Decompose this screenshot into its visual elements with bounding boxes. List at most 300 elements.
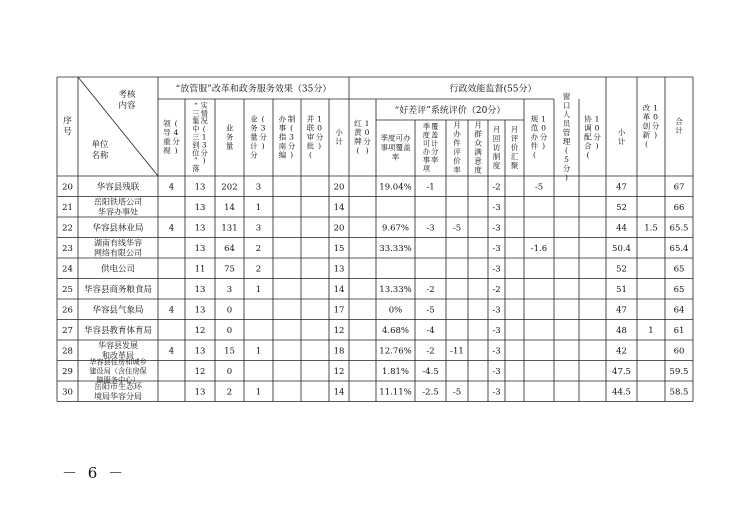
row-cell: -3 [492, 366, 501, 377]
row-cell: 52 [616, 264, 627, 275]
row-cell: 13 [194, 346, 206, 357]
row-cell: 65.5 [669, 223, 689, 234]
row-cell: 64 [224, 243, 235, 254]
svg-text:审: 审 [306, 132, 315, 142]
row-seq: 25 [62, 284, 73, 295]
svg-text:规: 规 [530, 114, 539, 124]
row-cell: -5 [534, 182, 544, 193]
svg-text:小: 小 [335, 128, 343, 137]
svg-text:创: 创 [642, 121, 651, 131]
svg-text:集: 集 [192, 116, 200, 126]
row-cell: 13.33% [379, 284, 412, 295]
row-cell: 47 [616, 182, 627, 193]
svg-text:“: “ [193, 100, 198, 110]
row-cell: -2.5 [422, 387, 439, 398]
row-cell: 59.5 [669, 366, 689, 377]
svg-text:务: 务 [250, 123, 258, 133]
header-col-12 [474, 121, 482, 175]
row-cell: 50.4 [612, 243, 631, 254]
svg-text:1: 1 [594, 114, 600, 124]
row-unit [94, 381, 143, 401]
row-cell: 12.76% [379, 346, 412, 357]
svg-text:月: 月 [510, 125, 519, 134]
svg-text:访: 访 [492, 143, 501, 152]
svg-text:事: 事 [278, 123, 287, 133]
row-cell: -2 [492, 182, 501, 193]
svg-text:): ) [365, 146, 369, 155]
svg-text:(: ( [261, 114, 265, 124]
svg-text:项: 项 [422, 163, 430, 173]
row-cell: 65.4 [669, 243, 689, 254]
svg-text:事项覆盖: 事项覆盖 [380, 143, 411, 152]
row-cell: 51 [616, 284, 627, 295]
row-cell: 19.04% [379, 182, 412, 193]
svg-text:业: 业 [225, 123, 234, 133]
svg-text:计: 计 [617, 137, 626, 146]
svg-text:窗: 窗 [562, 92, 571, 101]
svg-text:”: ” [193, 156, 198, 166]
svg-text:价: 价 [510, 143, 519, 152]
svg-text:分: 分 [172, 137, 180, 146]
svg-text:落: 落 [192, 164, 200, 174]
row-cell: -1 [426, 182, 435, 193]
svg-text:量: 量 [250, 132, 258, 142]
svg-text:可: 可 [422, 138, 430, 148]
row-seq: 24 [62, 264, 73, 275]
row-cell: 4.68% [381, 325, 410, 336]
row-cell: 12 [194, 366, 206, 377]
row-cell: 12 [333, 366, 345, 377]
row-cell: -5 [452, 387, 462, 398]
svg-text:内容: 内容 [118, 100, 136, 111]
row-cell: 60 [673, 346, 685, 357]
svg-text:1: 1 [201, 132, 207, 142]
svg-text:季: 季 [422, 122, 430, 132]
svg-text:编: 编 [278, 150, 287, 160]
svg-text:众: 众 [474, 138, 482, 148]
svg-text:批: 批 [306, 141, 315, 151]
svg-text:计: 计 [675, 126, 683, 135]
row-cell: -3 [492, 243, 501, 254]
page-number: － 6 － [62, 464, 127, 482]
header-col-19 [643, 103, 660, 149]
row-seq: 29 [62, 366, 73, 377]
svg-text:满: 满 [474, 147, 482, 157]
row-cell: 3 [255, 182, 262, 193]
svg-text:范: 范 [530, 123, 539, 133]
svg-text:领: 领 [163, 119, 171, 128]
svg-text:理: 理 [562, 137, 571, 146]
header-col-16 [563, 91, 572, 182]
svg-text:0: 0 [594, 123, 600, 133]
svg-text:计: 计 [431, 138, 439, 148]
svg-text:覆: 覆 [431, 122, 439, 132]
svg-text:1: 1 [653, 103, 658, 113]
svg-text:境局华容分局: 境局华容分局 [94, 391, 142, 401]
header-corner-top [118, 89, 136, 111]
svg-text:务: 务 [225, 132, 234, 142]
header-col-11 [453, 121, 461, 175]
header-corner-bottom [91, 139, 109, 161]
row-cell: 131 [221, 223, 238, 234]
svg-text:分: 分 [651, 121, 660, 131]
svg-text:率: 率 [391, 152, 400, 162]
row-cell: -3 [492, 305, 501, 316]
row-cell: 9.67% [381, 223, 410, 234]
header-col-15 [531, 114, 548, 160]
row-cell: 13 [194, 284, 206, 295]
row-cell: 52 [616, 202, 627, 213]
svg-text:1: 1 [317, 114, 322, 124]
svg-text:重: 重 [163, 137, 171, 146]
row-cell: 75 [224, 264, 235, 275]
row-cell: -3 [492, 264, 501, 275]
row-cell: -3 [492, 346, 501, 357]
svg-text:0: 0 [653, 112, 658, 122]
svg-text:量: 量 [225, 141, 234, 151]
row-cell: -3 [492, 202, 501, 213]
row-cell: 0 [226, 305, 233, 316]
svg-text:三: 三 [192, 108, 200, 118]
row-cell: 47 [616, 305, 627, 316]
row-cell: 1 [648, 325, 654, 336]
header-col-7 [335, 127, 343, 146]
row-cell: -3 [426, 223, 435, 234]
svg-text:分: 分 [287, 141, 296, 151]
svg-text:): ) [202, 156, 206, 166]
svg-text:指: 指 [278, 132, 287, 142]
row-cell: 1 [255, 387, 262, 398]
row-cell: 66 [673, 202, 685, 213]
svg-text:汇: 汇 [510, 152, 519, 161]
row-cell: 48 [616, 325, 627, 336]
svg-text:(: ( [586, 150, 590, 160]
row-cell: 11 [194, 264, 206, 275]
svg-text:合: 合 [584, 141, 592, 151]
svg-text:0: 0 [317, 123, 322, 133]
row-cell: 2 [255, 264, 262, 275]
svg-text:办: 办 [422, 147, 430, 157]
svg-text:分: 分 [431, 147, 439, 157]
svg-text:情: 情 [200, 108, 208, 118]
svg-text:考核: 考核 [118, 90, 136, 101]
header-col-17 [584, 114, 601, 160]
svg-text:度: 度 [492, 161, 501, 170]
svg-text:分: 分 [200, 148, 208, 158]
row-seq: 21 [62, 202, 73, 213]
row-cell: -3 [492, 325, 501, 336]
header-col-18 [618, 127, 626, 146]
row-cell: 13 [194, 387, 206, 398]
svg-text:分: 分 [363, 137, 371, 146]
row-seq: 23 [62, 243, 73, 254]
svg-text:月: 月 [474, 120, 482, 130]
svg-text:网络有限公司: 网络有限公司 [94, 248, 142, 258]
row-cell: -2 [426, 346, 435, 357]
svg-text:小: 小 [617, 128, 626, 137]
header-col-10 [423, 122, 439, 173]
svg-text:(: ( [644, 139, 648, 149]
svg-text:评: 评 [453, 147, 461, 157]
row-cell: -1.6 [530, 243, 548, 254]
svg-text:人: 人 [562, 110, 571, 119]
svg-text:单位: 单位 [91, 140, 109, 151]
svg-text:): ) [174, 146, 178, 155]
row-cell: 13 [333, 264, 345, 275]
header-group-a: “放管服”改革和政务服务效果（35分） [175, 84, 332, 95]
row-cell: 0 [226, 366, 233, 377]
svg-text:3: 3 [201, 140, 207, 150]
svg-text:3: 3 [260, 123, 266, 133]
row-cell: 0% [388, 305, 403, 316]
svg-text:合: 合 [675, 117, 683, 126]
svg-text:): ) [261, 141, 265, 151]
header-group-b: 行政效能监督(55分） [449, 84, 537, 95]
svg-text:障服务中心）: 障服务中心） [96, 375, 140, 385]
svg-text:件: 件 [453, 138, 461, 148]
row-cell: 67 [673, 182, 685, 193]
svg-text:(: ( [202, 124, 206, 134]
row-cell: 65 [673, 284, 685, 295]
row-cell: 2 [226, 387, 233, 398]
svg-text:协: 协 [584, 114, 592, 124]
svg-text:率: 率 [431, 155, 439, 165]
svg-text:1: 1 [541, 114, 546, 124]
svg-text:建设局（含住房保: 建设局（含住房保 [89, 366, 147, 376]
row-cell: 47.5 [612, 366, 631, 377]
row-cell: 1.5 [644, 223, 658, 234]
svg-text:(: ( [532, 150, 536, 160]
svg-text:季度可办: 季度可办 [380, 133, 411, 143]
row-unit [94, 237, 142, 257]
svg-text:三: 三 [192, 132, 200, 142]
row-cell: 18 [333, 346, 345, 357]
header-col-4 [250, 114, 267, 160]
row-cell: 17 [333, 305, 345, 316]
svg-text:(: ( [174, 119, 178, 128]
svg-text:率: 率 [453, 165, 461, 175]
row-cell: -3 [492, 387, 501, 398]
svg-text:1: 1 [364, 119, 370, 128]
svg-text:视: 视 [163, 146, 171, 155]
svg-text:): ) [318, 141, 322, 151]
row-cell: 33.33% [379, 243, 412, 254]
svg-text:岳阳市生态环: 岳阳市生态环 [94, 381, 142, 391]
svg-text:事: 事 [422, 155, 430, 165]
svg-text:(: ( [356, 146, 360, 155]
row-cell: 1.81% [381, 366, 410, 377]
svg-text:群: 群 [474, 129, 482, 139]
svg-text:): ) [542, 141, 546, 151]
svg-text:件: 件 [530, 141, 539, 151]
row-cell: 1 [255, 284, 262, 295]
svg-text:计: 计 [250, 141, 258, 151]
row-cell: 0 [226, 325, 233, 336]
svg-text:分: 分 [315, 132, 324, 142]
row-seq: 20 [62, 182, 73, 193]
row-cell: 12 [333, 325, 345, 336]
row-cell: 3 [255, 223, 262, 234]
row-cell: 1 [255, 202, 262, 213]
row-cell: 20 [333, 223, 345, 234]
svg-text:聚: 聚 [510, 161, 519, 170]
header-col-13 [493, 125, 501, 170]
svg-text:计: 计 [335, 137, 343, 146]
svg-text:管: 管 [562, 128, 571, 137]
row-cell: 3 [226, 284, 233, 295]
row-cell: 65 [673, 264, 685, 275]
header-col-8 [354, 118, 371, 155]
svg-text:联: 联 [306, 123, 315, 133]
row-cell: 4 [168, 223, 175, 234]
row-cell: 202 [221, 182, 238, 193]
row-cell: 2 [255, 243, 262, 254]
svg-text:调: 调 [584, 123, 592, 133]
row-seq: 26 [62, 305, 73, 316]
row-cell: -5 [452, 223, 462, 234]
header-col-5 [279, 114, 296, 160]
row-cell: 14 [333, 284, 345, 295]
svg-text:岳阳铁塔公司: 岳阳铁塔公司 [94, 197, 142, 207]
svg-text:4: 4 [173, 128, 179, 137]
row-seq: 30 [62, 387, 73, 398]
header-col-3 [226, 123, 234, 151]
svg-text:黄: 黄 [354, 128, 362, 137]
row-seq: 22 [62, 223, 73, 234]
svg-text:红: 红 [354, 119, 362, 128]
svg-text:名称: 名称 [91, 150, 109, 161]
row-cell: -5 [426, 305, 435, 316]
svg-text:到: 到 [192, 140, 200, 150]
row-cell: -2 [426, 284, 435, 295]
svg-text:月: 月 [453, 120, 461, 130]
svg-text:办: 办 [530, 132, 539, 142]
svg-text:配: 配 [584, 132, 592, 142]
svg-text:导: 导 [163, 128, 171, 137]
row-cell: 13 [194, 223, 206, 234]
svg-text:改: 改 [642, 103, 651, 113]
svg-text:0: 0 [541, 123, 546, 133]
row-cell: 44.5 [612, 387, 631, 398]
row-cell: 4 [168, 182, 175, 193]
svg-text:革: 革 [642, 112, 651, 122]
row-unit [94, 196, 142, 216]
header-col-1 [163, 118, 180, 155]
svg-text:新: 新 [642, 130, 651, 140]
header-col-14 [511, 125, 519, 170]
row-cell: 64 [673, 305, 685, 316]
svg-text:(: ( [308, 150, 312, 160]
svg-text:): ) [290, 150, 294, 160]
row-cell: 13 [194, 202, 206, 213]
row-unit: 华容县残联 [96, 182, 140, 193]
svg-text:员: 员 [562, 119, 571, 128]
svg-text:0: 0 [364, 128, 370, 137]
row-unit: 华容县林业局 [92, 223, 144, 234]
header-col-6 [307, 114, 324, 160]
header-seq [63, 115, 72, 138]
svg-text:度: 度 [422, 130, 430, 140]
svg-text:号: 号 [62, 127, 73, 138]
row-unit: 供电公司 [100, 264, 136, 275]
row-cell: 20 [333, 182, 345, 193]
svg-text:和改革局: 和改革局 [102, 350, 134, 360]
row-cell: 15 [333, 243, 345, 254]
svg-text:(: ( [565, 146, 568, 155]
row-cell: 14 [333, 387, 345, 398]
svg-text:分: 分 [539, 132, 548, 142]
svg-text:南: 南 [278, 141, 287, 151]
svg-text:序: 序 [62, 116, 73, 127]
row-cell: 13 [194, 305, 206, 316]
svg-text:价: 价 [453, 156, 461, 166]
row-seq: 28 [62, 346, 73, 357]
svg-text:湖南有线华容: 湖南有线华容 [94, 238, 142, 248]
svg-text:华容县发展: 华容县发展 [98, 340, 138, 350]
row-cell: -3 [492, 223, 501, 234]
svg-text:月: 月 [492, 125, 501, 134]
header-group-b-sub: “好差评”系统评价（20分） [394, 106, 506, 116]
svg-text:): ) [654, 130, 658, 140]
svg-text:): ) [595, 141, 599, 151]
svg-text:办: 办 [278, 114, 287, 124]
row-cell: 12 [194, 325, 206, 336]
svg-text:5: 5 [564, 155, 569, 164]
svg-text:业: 业 [250, 114, 258, 124]
row-cell: 58.5 [669, 387, 689, 398]
svg-text:回: 回 [492, 134, 501, 143]
svg-text:意: 意 [474, 156, 482, 166]
row-cell: 13 [194, 182, 206, 193]
svg-text:分: 分 [593, 132, 601, 142]
row-cell: 61 [673, 325, 685, 336]
row-unit: 华容县教育体育局 [83, 325, 153, 336]
row-cell: 44 [616, 223, 627, 234]
svg-text:制: 制 [287, 114, 296, 124]
svg-text:办: 办 [453, 129, 461, 139]
row-cell: 11.11% [379, 387, 412, 398]
svg-text:分: 分 [259, 132, 267, 142]
row-cell: -4.5 [422, 366, 439, 377]
svg-text:实: 实 [200, 100, 208, 110]
svg-text:中: 中 [192, 124, 200, 134]
row-cell: 14 [333, 202, 345, 213]
svg-text:盖: 盖 [431, 130, 439, 140]
row-unit: 华容县气象局 [92, 305, 144, 316]
row-cell: -4 [426, 325, 435, 336]
svg-text:): ) [565, 173, 568, 182]
row-cell: -2 [492, 284, 501, 295]
row-cell: 4 [168, 305, 175, 316]
header-col-9 [380, 133, 411, 162]
svg-text:(: ( [290, 123, 294, 133]
row-cell: 4 [168, 346, 175, 357]
svg-text:评: 评 [510, 134, 519, 143]
row-cell: -11 [450, 346, 464, 357]
row-seq: 27 [62, 325, 73, 336]
svg-text:华容县住房和城乡: 华容县住房和城乡 [89, 357, 147, 367]
svg-text:况: 况 [200, 116, 208, 126]
row-unit [89, 357, 147, 384]
svg-text:牌: 牌 [354, 137, 362, 146]
row-cell: 14 [224, 202, 235, 213]
svg-text:制: 制 [492, 152, 501, 161]
row-cell: 42 [616, 346, 627, 357]
header-col-20 [675, 116, 683, 135]
row-cell: 13 [194, 243, 206, 254]
row-unit: 华容县商务粮食局 [83, 284, 153, 295]
svg-text:并: 并 [306, 114, 315, 124]
